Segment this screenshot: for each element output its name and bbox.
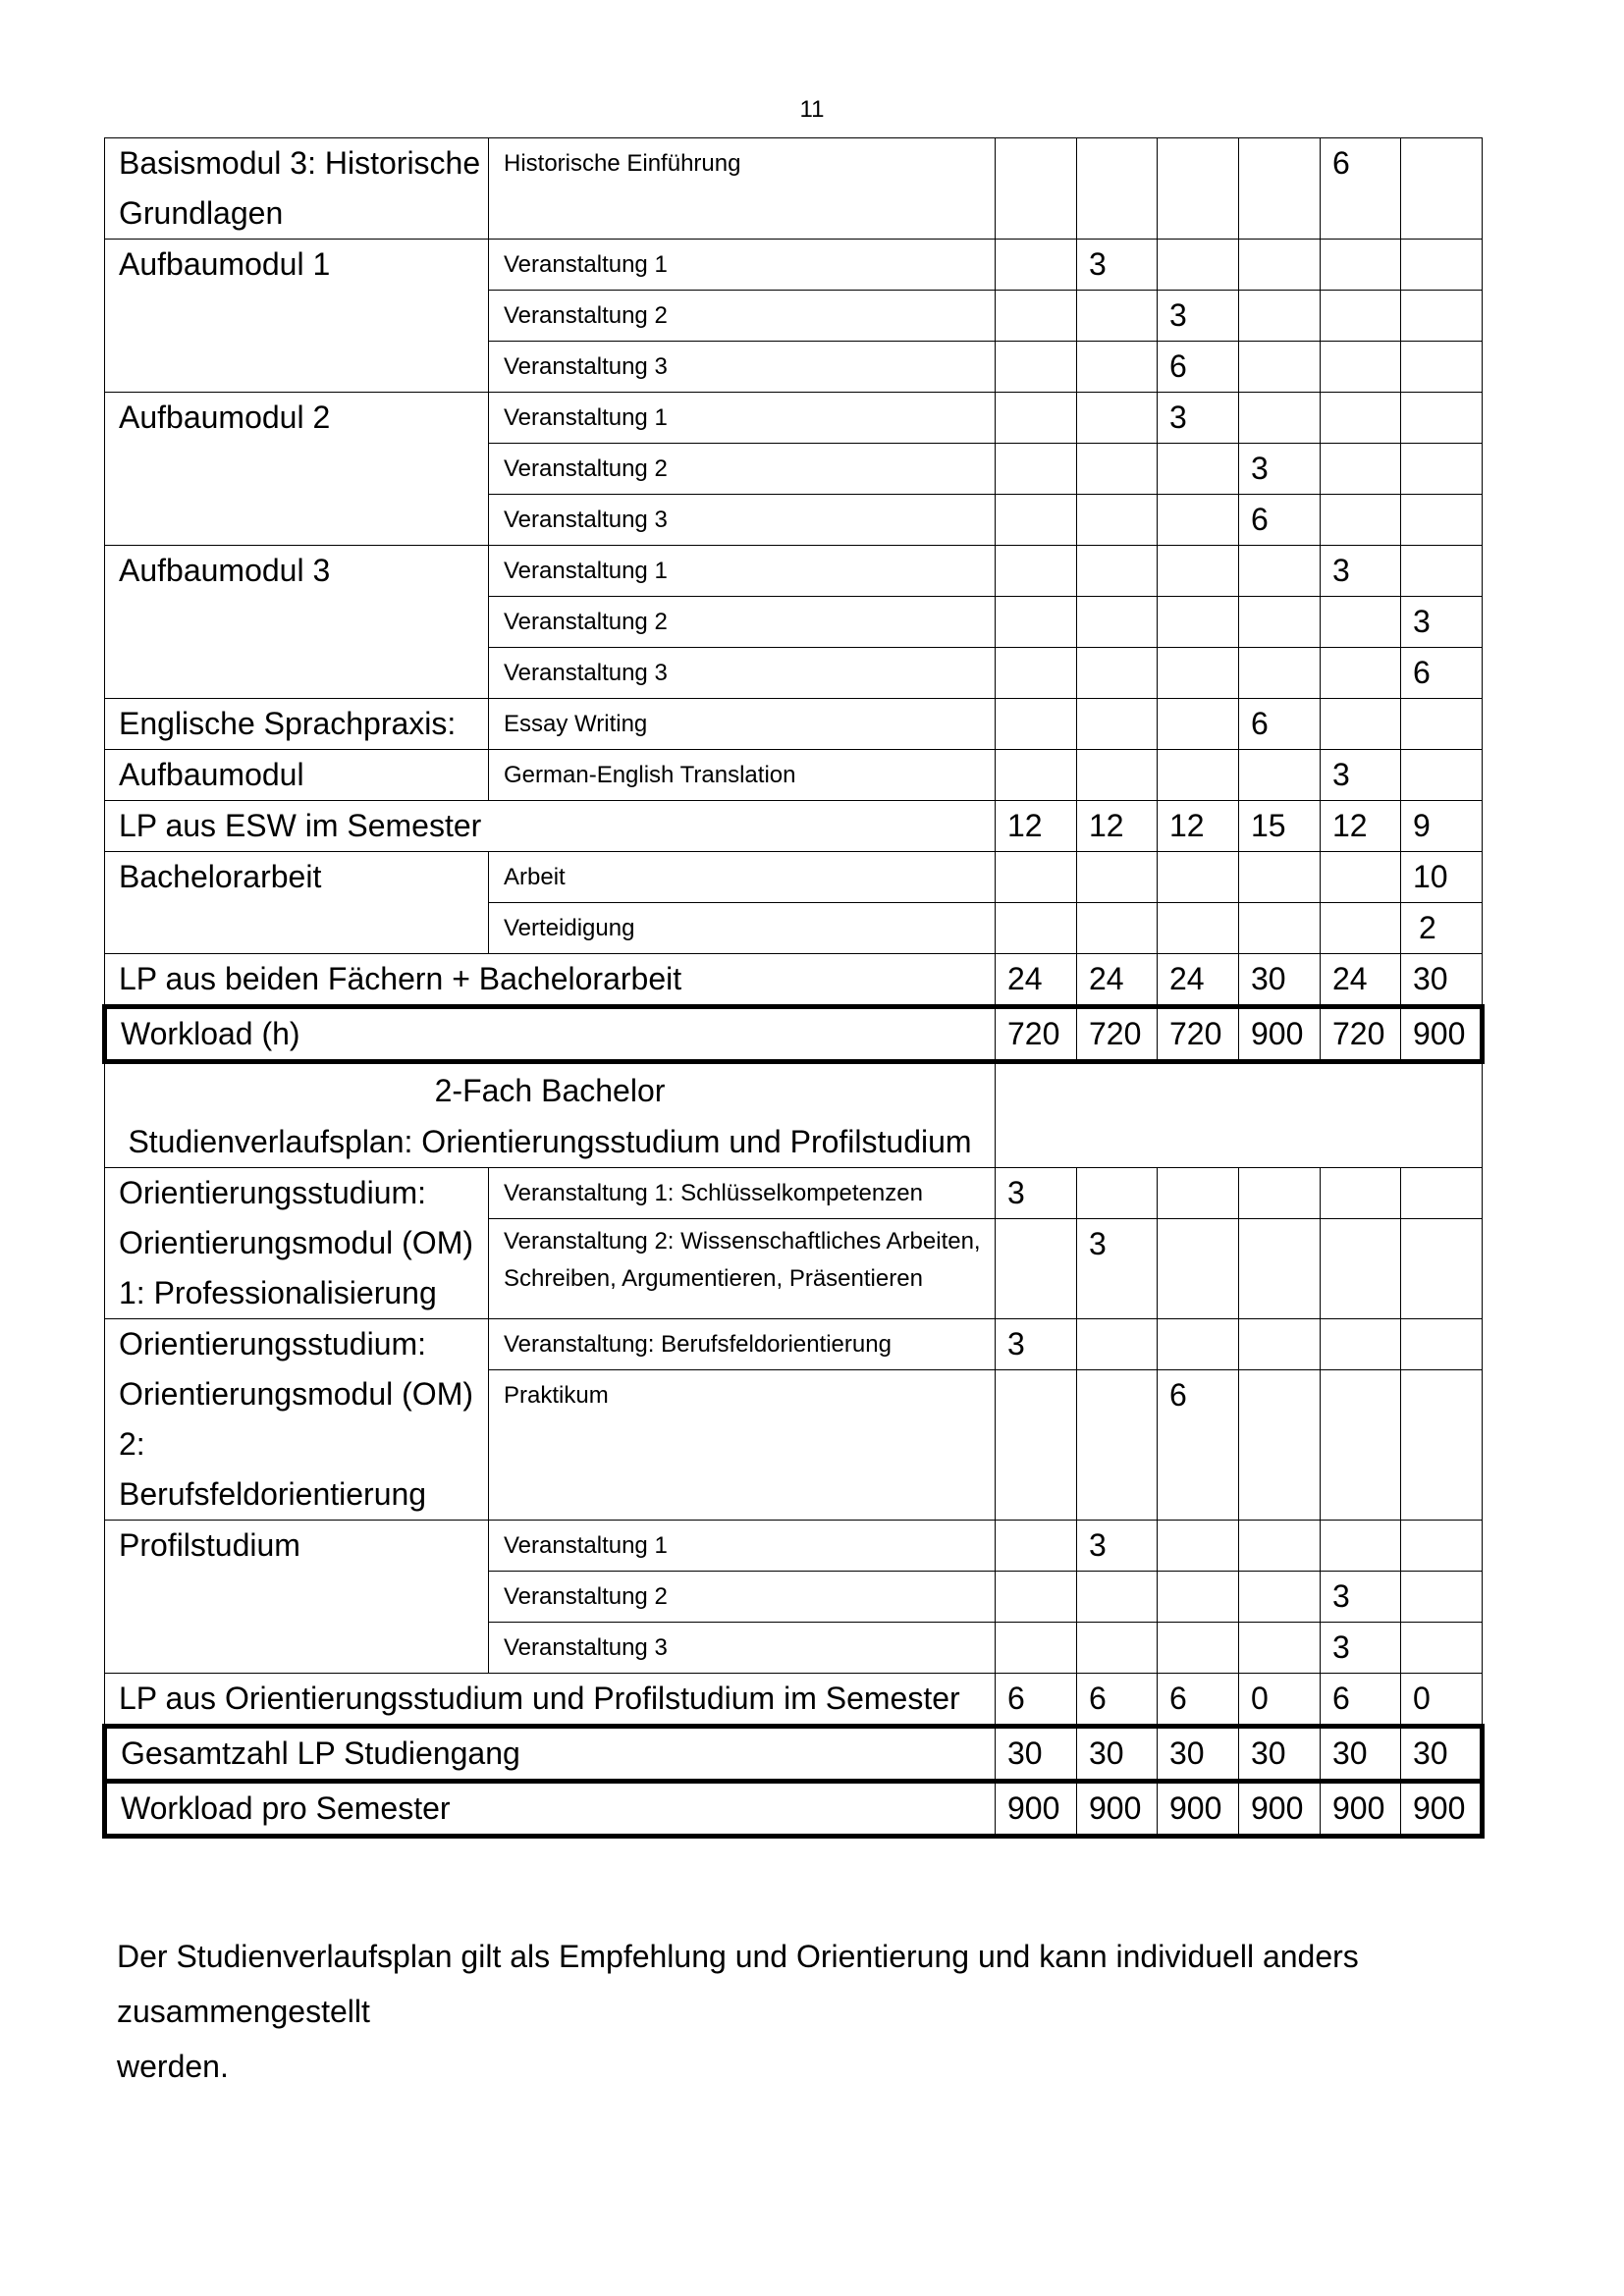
value-cell: 12 [1158, 801, 1239, 852]
value-cell: 10 [1401, 852, 1483, 903]
course-cell: Praktikum [489, 1370, 996, 1521]
value-cell: 6 [1158, 1674, 1239, 1727]
course-cell: Veranstaltung 3 [489, 342, 996, 393]
value-cell: 24 [1158, 954, 1239, 1007]
table-row [105, 546, 1483, 597]
course-cell: Arbeit [489, 852, 996, 903]
course-cell: Veranstaltung 3 [489, 1623, 996, 1674]
module-cell: Aufbaumodul [105, 750, 489, 801]
table-row [105, 1062, 1483, 1168]
section-header: 2-Fach Bachelor Studienverlaufsplan: Orientierungsstudium und Profilstudium [105, 1062, 996, 1168]
table-row [105, 1782, 1483, 1837]
course-cell: Veranstaltung 1 [489, 240, 996, 291]
module-cell: Bachelorarbeit [105, 852, 489, 954]
table-row [105, 801, 1483, 852]
value-cell: 900 [996, 1782, 1077, 1837]
workload-label: Workload (h) [105, 1007, 996, 1062]
table-row [105, 393, 1483, 444]
sum-label: LP aus ESW im Semester [105, 801, 996, 852]
value-cell: 24 [996, 954, 1077, 1007]
value-cell: 6 [1077, 1674, 1158, 1727]
value-cell: 720 [1321, 1007, 1401, 1062]
total-label: Gesamtzahl LP Studiengang [105, 1727, 996, 1782]
value-cell: 3 [1321, 750, 1401, 801]
value-cell: 720 [1158, 1007, 1239, 1062]
table-row [105, 1007, 1483, 1062]
study-plan-table [102, 137, 1485, 1839]
table-row [105, 1521, 1483, 1572]
value-cell: 6 [1158, 342, 1239, 393]
course-cell: Veranstaltung 2: Wissenschaftliches Arbeiten, Schreiben, Argumentieren, Präsentieren [489, 1219, 996, 1319]
course-cell: Historische Einführung [489, 138, 996, 240]
value-cell: 3 [1401, 597, 1483, 648]
value-cell: 15 [1239, 801, 1321, 852]
module-cell: Aufbaumodul 2 [105, 393, 489, 546]
value-cell: 900 [1158, 1782, 1239, 1837]
value-cell: 900 [1239, 1007, 1321, 1062]
value-cell: 30 [1077, 1727, 1158, 1782]
value-cell: 3 [1158, 393, 1239, 444]
value-cell: 6 [1321, 1674, 1401, 1727]
value-cell: 3 [996, 1319, 1077, 1370]
course-cell: Verteidigung [489, 903, 996, 954]
value-cell: 900 [1401, 1007, 1483, 1062]
footnote: Der Studienverlaufsplan gilt als Empfehlung und Orientierung und kann individuell anders zusammengestellt werden. [117, 1939, 1359, 2084]
module-cell: Basismodul 3: Historische Grundlagen [105, 138, 489, 240]
course-cell: Veranstaltung 2 [489, 597, 996, 648]
course-cell: Veranstaltung 1: Schlüsselkompetenzen [489, 1168, 996, 1219]
value-cell: 30 [1401, 954, 1483, 1007]
course-cell: Veranstaltung 2 [489, 291, 996, 342]
value-cell: 6 [1239, 699, 1321, 750]
value-cell: 24 [1321, 954, 1401, 1007]
value-cell: 3 [1077, 240, 1158, 291]
course-cell: Veranstaltung 1 [489, 546, 996, 597]
module-cell: Aufbaumodul 3 [105, 546, 489, 699]
value-cell: 900 [1239, 1782, 1321, 1837]
table-row [105, 240, 1483, 291]
value-cell: 3 [1077, 1219, 1158, 1319]
module-cell: Aufbaumodul 1 [105, 240, 489, 393]
module-cell: Profilstudium [105, 1521, 489, 1674]
course-cell: Veranstaltung: Berufsfeldorientierung [489, 1319, 996, 1370]
value-cell: 900 [1321, 1782, 1401, 1837]
value-cell: 12 [1321, 801, 1401, 852]
value-cell: 3 [1321, 1572, 1401, 1623]
workload-label: Workload pro Semester [105, 1782, 996, 1837]
course-cell: Veranstaltung 1 [489, 393, 996, 444]
course-cell: Veranstaltung 3 [489, 648, 996, 699]
value-cell: 900 [1401, 1782, 1483, 1837]
value-cell: 3 [1158, 291, 1239, 342]
sum-label: LP aus Orientierungsstudium und Profilstudium im Semester [105, 1674, 996, 1727]
value-cell: 30 [1239, 954, 1321, 1007]
table-row [105, 1727, 1483, 1782]
table-row [105, 1674, 1483, 1727]
value-cell: 9 [1401, 801, 1483, 852]
value-cell: 0 [1401, 1674, 1483, 1727]
value-cell: 0 [1239, 1674, 1321, 1727]
sum-label: LP aus beiden Fächern + Bachelorarbeit [105, 954, 996, 1007]
table-row [105, 852, 1483, 903]
value-cell: 3 [1077, 1521, 1158, 1572]
value-cell: 30 [996, 1727, 1077, 1782]
course-cell: German-English Translation [489, 750, 996, 801]
value-cell: 12 [1077, 801, 1158, 852]
module-cell: Orientierungsstudium: Orientierungsmodul (OM) 1: Professionalisierung [105, 1168, 489, 1319]
value-cell: 6 [1401, 648, 1483, 699]
value-cell: 3 [1321, 546, 1401, 597]
module-cell: Englische Sprachpraxis: [105, 699, 489, 750]
value-cell: 30 [1321, 1727, 1401, 1782]
value-cell: 30 [1239, 1727, 1321, 1782]
value-cell: 6 [996, 1674, 1077, 1727]
module-cell: Orientierungsstudium: Orientierungsmodul (OM) 2: Berufsfeldorientierung [105, 1319, 489, 1521]
value-cell: 900 [1077, 1782, 1158, 1837]
table-row [105, 750, 1483, 801]
value-cell: 12 [996, 801, 1077, 852]
value-cell: 6 [1321, 138, 1401, 240]
value-cell: 30 [1401, 1727, 1483, 1782]
table-row [105, 1319, 1483, 1370]
page-number: 11 [799, 96, 825, 123]
course-cell: Veranstaltung 2 [489, 1572, 996, 1623]
course-cell: Veranstaltung 2 [489, 444, 996, 495]
value-cell: 720 [996, 1007, 1077, 1062]
value-cell: 24 [1077, 954, 1158, 1007]
value-cell: 30 [1158, 1727, 1239, 1782]
value-cell: 6 [1158, 1370, 1239, 1521]
table-row [105, 1168, 1483, 1219]
value-cell: 2 [1401, 903, 1483, 954]
value-cell: 6 [1239, 495, 1321, 546]
table-row [105, 699, 1483, 750]
table-row [105, 954, 1483, 1007]
value-cell: 3 [1239, 444, 1321, 495]
course-cell: Essay Writing [489, 699, 996, 750]
course-cell: Veranstaltung 1 [489, 1521, 996, 1572]
value-cell: 720 [1077, 1007, 1158, 1062]
table-row [105, 138, 1483, 240]
course-cell: Veranstaltung 3 [489, 495, 996, 546]
value-cell: 3 [1321, 1623, 1401, 1674]
value-cell: 3 [996, 1168, 1077, 1219]
